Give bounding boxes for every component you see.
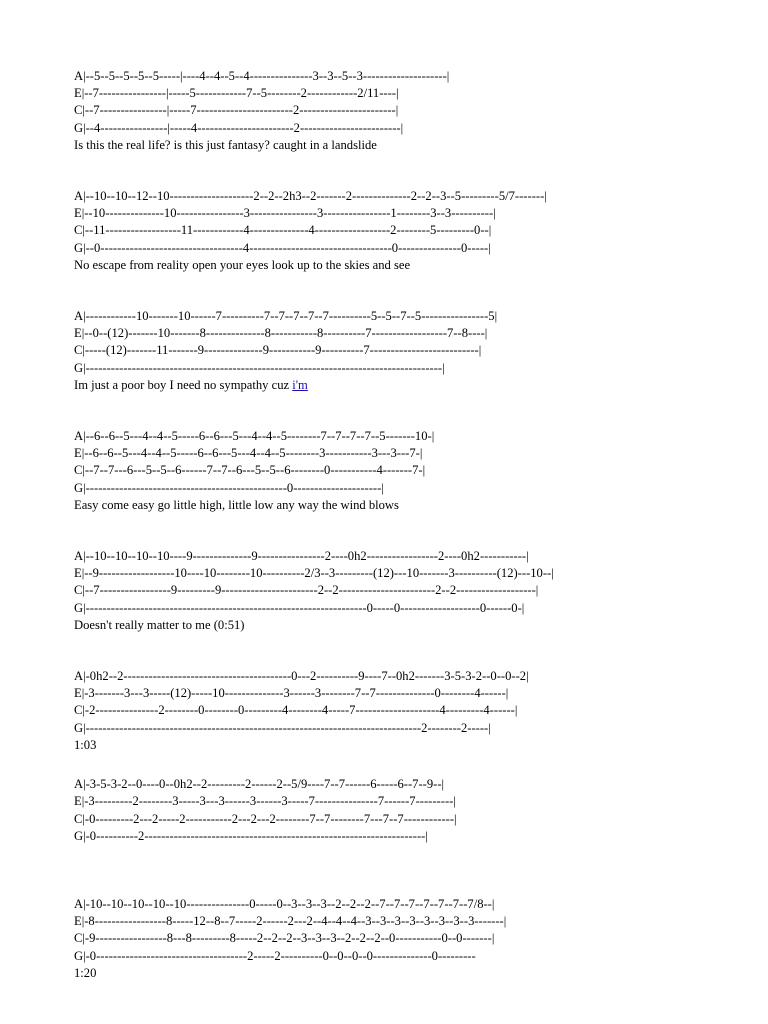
tab-line-a: A|------------10-------10------7----------7--7--7--7--7----------5--5--7--5----------------5| — [74, 309, 498, 324]
lyric-text: Im just a poor boy I need no sympathy cuz — [74, 377, 293, 392]
tab-line-c: C|-2---------------2--------0--------0---------4--------4-----7--------------------4---------4------| — [74, 703, 518, 718]
tab-block-7 — [74, 776, 754, 845]
timestamp-label: 1:20 — [74, 965, 97, 980]
tab-line-g: G|------------------------------------------------0---------------------| — [74, 480, 384, 495]
tab-line-g: G|--0----------------------------------4----------------------------------0---------------0-----| — [74, 240, 491, 255]
timestamp-label: 1:03 — [74, 737, 97, 752]
tab-line-a: A|-0h2--2----------------------------------------0---2----------9----7--0h2-------3-5-3-2--0--0--2| — [74, 669, 529, 684]
tab-line-e: E|-3---------2--------3-----3---3------3------3-----7---------------7------7---------| — [74, 794, 456, 809]
tab-line-e: E|-8-----------------8-----12--8--7-----2------2---2--4--4--4--3--3--3--3--3--3--3--3-------| — [74, 914, 507, 929]
tab-line-g: G|-0------------------------------------2-----2----------0--0--0--0--------------0--------- — [74, 948, 476, 963]
tab-line-g: G|-------------------------------------------------------------------------------------| — [74, 360, 445, 375]
tab-block-8 — [74, 896, 754, 982]
tab-block-2 — [74, 188, 754, 274]
tab-line-c: C|-0---------2---2-----2-----------2---2---2--------7--7--------7---7--7------------| — [74, 811, 457, 826]
tab-line-e: E|--6--6--5---4--4--5-----6--6---5---4--4--5--------3-----------3---3---7-| — [74, 446, 423, 461]
tab-block-5 — [74, 548, 754, 634]
tab-line-e: E|--9------------------10----10--------10----------2/3--3---------(12)---10-------3----------(12)---10--| — [74, 566, 554, 581]
tab-document — [74, 68, 754, 982]
tab-line-e: E|--0--(12)-------10-------8--------------8-----------8----------7------------------7--8----| — [74, 326, 488, 341]
tab-line-g: G|-------------------------------------------------------------------0-----0-------------------0------0-| — [74, 600, 525, 615]
tab-block-3 — [74, 308, 754, 394]
lyric-line: Is this the real life? is this just fantasy? caught in a landslide — [74, 137, 377, 152]
lyric-link[interactable]: i'm — [292, 377, 308, 392]
tab-line-c: C|--11------------------11------------4--------------4------------------2--------5---------0--| — [74, 223, 492, 238]
tab-line-c: C|--7--7---6---5--5--6------7--7--6---5--5--6--------0-----------4-------7-| — [74, 463, 426, 478]
tab-line-e: E|--7----------------|-----5------------7--5--------2------------2/11----| — [74, 86, 399, 101]
tab-line-c: C|-----(12)-------11-------9--------------9-----------9----------7--------------------------| — [74, 343, 482, 358]
tab-line-g: G|-0----------2-------------------------------------------------------------------| — [74, 828, 428, 843]
tab-block-4 — [74, 428, 754, 514]
lyric-line: Doesn't really matter to me (0:51) — [74, 617, 245, 632]
lyric-line — [74, 377, 754, 394]
tab-line-a: A|--6--6--5---4--4--5-----6--6---5---4--4--5--------7--7--7--7--5-------10-| — [74, 429, 435, 444]
tab-block-1 — [74, 68, 754, 154]
tab-line-c: C|-9-----------------8---8---------8-----2--2--2--3--3--3--2--2--2--0-----------0--0-------| — [74, 931, 495, 946]
tab-line-a: A|--5--5--5--5--5-----|----4--4--5--4---------------3--3--5--3--------------------| — [74, 69, 450, 83]
tab-line-e: E|--10--------------10----------------3----------------3----------------1--------3--3----------| — [74, 206, 496, 221]
tab-line-a: A|-3-5-3-2--0----0--0h2--2---------2------2--5/9----7--7------6-----6--7--9--| — [74, 777, 445, 792]
tab-block-6 — [74, 668, 754, 754]
tab-line-c: C|--7----------------|-----7-----------------------2-----------------------| — [74, 103, 399, 118]
tab-line-g: G|--------------------------------------------------------------------------------2--------2-----| — [74, 720, 491, 735]
tab-line-e: E|-3-------3---3-----(12)-----10--------------3------3--------7--7--------------0--------4------| — [74, 686, 509, 701]
tab-line-c: C|--7-----------------9---------9-----------------------2--2-----------------------2--2-------------------| — [74, 583, 539, 598]
lyric-line: No escape from reality open your eyes look up to the skies and see — [74, 257, 411, 272]
tab-line-a: A|--10--10--12--10--------------------2--2--2h3--2-------2--------------2--2--3--5---------5/7-------| — [74, 189, 547, 204]
tab-line-a: A|--10--10--10--10----9--------------9----------------2----0h2-----------------2----0h2-----------| — [74, 549, 529, 564]
tab-line-a: A|-10--10--10--10--10---------------0-----0--3--3--3--2--2--2--7--7--7--7--7--7--7/8--| — [74, 896, 495, 911]
tab-line-g: G|--4----------------|-----4-----------------------2------------------------| — [74, 120, 404, 135]
lyric-line: Easy come easy go little high, little low any way the wind blows — [74, 497, 399, 512]
